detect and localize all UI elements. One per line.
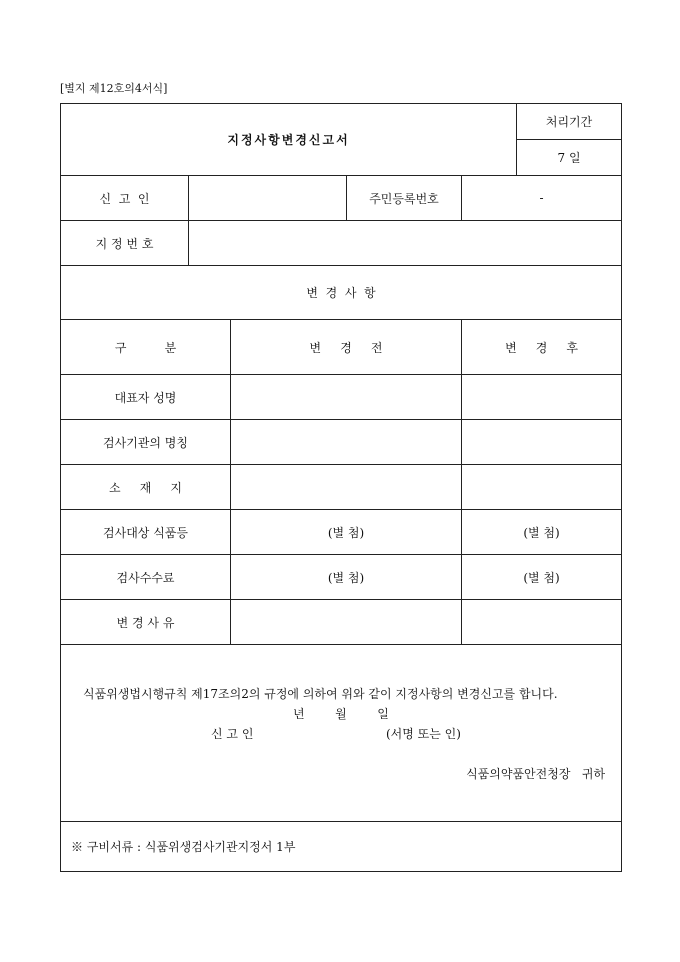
resident-number-field[interactable]: - — [462, 176, 622, 221]
statement-section — [61, 645, 622, 822]
statement-text: 식품위생법시행규칙 제17조의2의 규정에 의하여 위와 같이 지정사항의 변경신고를 합니다. — [83, 687, 558, 701]
row-after[interactable]: (별 첨) — [462, 510, 622, 555]
designation-number-label: 지 정 번 호 — [61, 221, 189, 266]
row-label: 소 재 지 — [61, 465, 231, 510]
row-after[interactable] — [462, 420, 622, 465]
reporter-label: 신 고 인 — [61, 176, 189, 221]
form-reference: [별지 제12호의4서식] — [60, 82, 168, 95]
row-before[interactable] — [231, 420, 462, 465]
row-before[interactable]: (별 첨) — [231, 555, 462, 600]
processing-period-value: 7 일 — [517, 140, 622, 176]
required-documents-note: ※ 구비서류 : 식품위생검사기관지정서 1부 — [61, 822, 622, 872]
row-before[interactable] — [231, 600, 462, 645]
row-after[interactable] — [462, 375, 622, 420]
column-after: 변 경 후 — [462, 320, 622, 375]
row-before[interactable] — [231, 375, 462, 420]
row-after[interactable] — [462, 465, 622, 510]
column-before: 변 경 전 — [231, 320, 462, 375]
statement-addressee: 식품의약품안전청장 귀하 — [466, 767, 606, 781]
row-label: 대표자 성명 — [61, 375, 231, 420]
statement-signer-label: 신 고 인 — [211, 727, 254, 741]
row-label: 변 경 사 유 — [61, 600, 231, 645]
row-label: 검사기관의 명칭 — [61, 420, 231, 465]
column-category: 구 분 — [61, 320, 231, 375]
change-report-form — [60, 103, 622, 872]
resident-number-label: 주민등록번호 — [347, 176, 462, 221]
statement-date[interactable]: 년 월 일 — [293, 707, 389, 721]
processing-period-label: 처리기간 — [517, 104, 622, 140]
form-title: 지정사항변경신고서 — [61, 104, 517, 176]
changes-header: 변 경 사 항 — [61, 266, 622, 320]
row-label: 검사수수료 — [61, 555, 231, 600]
row-before[interactable] — [231, 465, 462, 510]
row-label: 검사대상 식품등 — [61, 510, 231, 555]
row-before[interactable]: (별 첨) — [231, 510, 462, 555]
statement-sign-note[interactable]: (서명 또는 인) — [386, 727, 461, 741]
reporter-field[interactable] — [189, 176, 347, 221]
row-after[interactable] — [462, 600, 622, 645]
designation-number-field[interactable] — [189, 221, 622, 266]
row-after[interactable]: (별 첨) — [462, 555, 622, 600]
